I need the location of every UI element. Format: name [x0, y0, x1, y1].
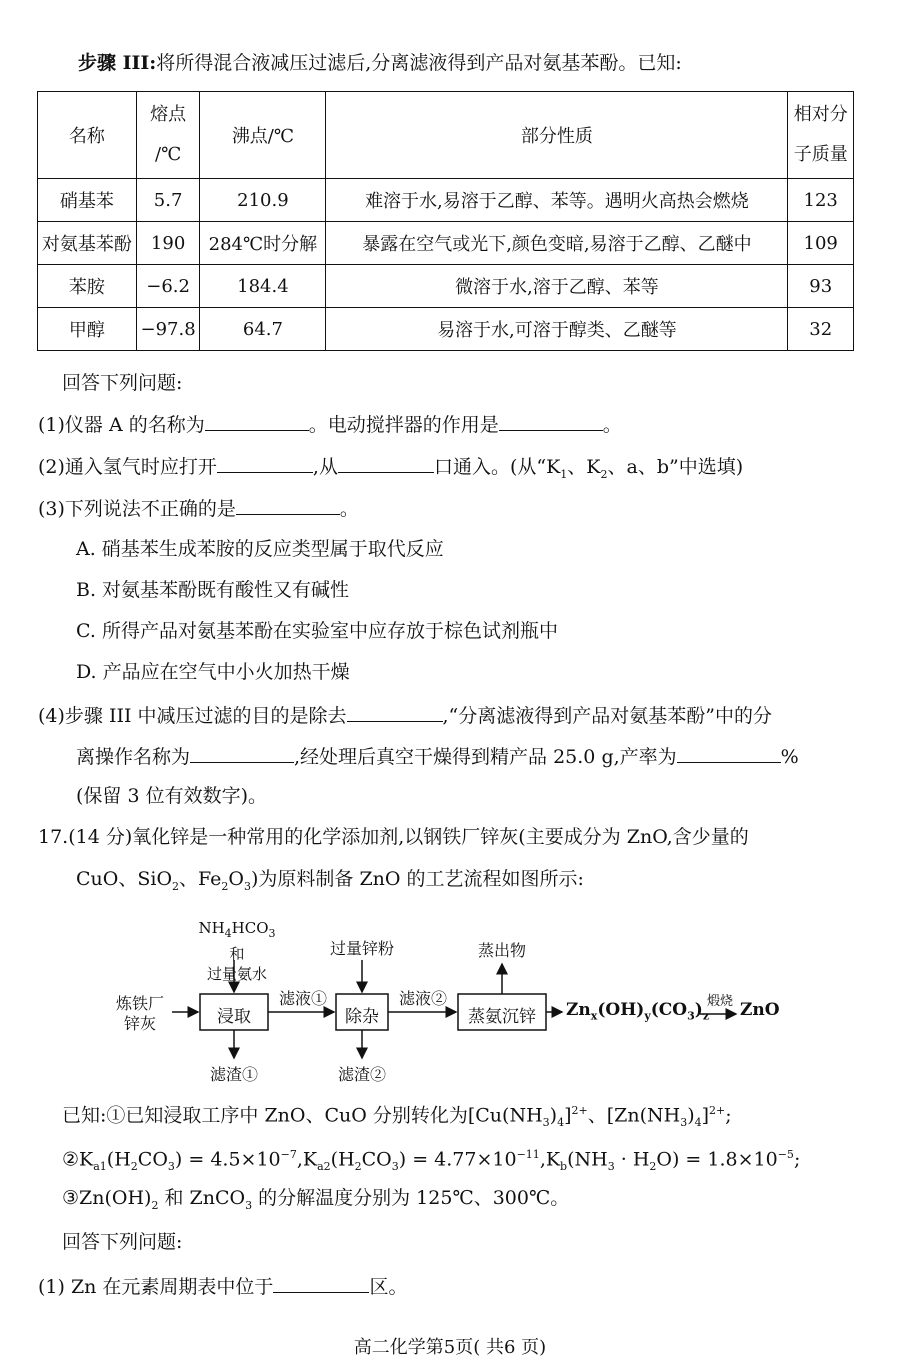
reagent-1: $NH_4HCO_3$和 过量氨水 — [198, 919, 276, 983]
option-d: D. 产品应在空气中小火加热干燥 — [76, 661, 350, 683]
step3-text: 将所得混合液减压过滤后,分离滤液得到产品对氨基苯酚。已知: — [156, 52, 682, 74]
question-17-line1: 17.(14 分)氧化锌是一种常用的化学添加剂,以钢铁厂锌灰(主要成分为 ZnO,含少量的 — [38, 826, 749, 848]
cell-name: 硝基苯 — [38, 179, 137, 222]
box-leach-label: 浸取 — [217, 1007, 251, 1027]
question-1: (1)仪器 A 的名称为 。电动搅拌器的作用是 。 — [38, 410, 622, 438]
cell-prop: 难溶于水,易溶于乙醇、苯等。遇明火高热会燃烧 — [326, 179, 788, 222]
option-c: C. 所得产品对氨基苯酚在实验室中应存放于棕色试剂瓶中 — [76, 620, 558, 642]
page-footer: 高二化学第5页( 共6 页) — [353, 1337, 547, 1358]
question-4-line1: (4)步骤 III 中减压过滤的目的是除去 ,“分离滤液得到产品对氨基苯酚”中的分 — [38, 701, 772, 729]
known-1: 已知:①已知浸取工序中 ZnO、CuO 分别转化为$[Cu(NH_3)_4]^{2+}$、$[Zn(NH_3)_4]^{2+}$; — [62, 1104, 732, 1130]
answer-blank[interactable] — [499, 410, 603, 431]
cell-bp: 284℃时分解 — [200, 222, 326, 265]
header-mw: 相对分 子质量 — [788, 92, 854, 179]
filtrate1-label: 滤液① — [278, 989, 327, 1008]
answer-blank[interactable] — [217, 452, 313, 473]
question-4-line2: 离操作名称为 ,经处理后真空干燥得到精产品 25.0 g,产率为 % — [76, 742, 799, 770]
answer-blank[interactable] — [338, 452, 434, 473]
intermediate-product: $Zn_x(OH)_y(CO_3)_z$ — [566, 1000, 710, 1023]
source-label: 炼铁厂 锌灰 — [115, 994, 164, 1033]
calcine-label: 煅烧 — [706, 994, 733, 1009]
known-3: $③Zn(OH)_2$ 和 ZnCO$_3$ 的分解温度分别为 125℃、300℃。 — [62, 1187, 570, 1212]
cell-prop: 暴露在空气或光下,颜色变暗,易溶于乙醇、乙醚中 — [326, 222, 788, 265]
table-row — [38, 308, 854, 351]
cell-name: 对氨基苯酚 — [38, 222, 137, 265]
cell-mp: 5.7 — [136, 179, 200, 222]
cell-name: 甲醇 — [38, 308, 137, 351]
question-2: (2)通入氢气时应打开 ,从 口通入。(从“$K_1$、$K_2$、a、b”中选填) — [38, 452, 743, 488]
cell-mw: 109 — [788, 222, 854, 265]
question-4-line3: (保留 3 位有效数字)。 — [76, 785, 267, 807]
answer-prompt-2: 回答下列问题: — [62, 1231, 183, 1253]
header-mp: 熔点 /℃ — [136, 92, 200, 179]
cell-prop: 微溶于水,溶于乙醇、苯等 — [326, 265, 788, 308]
answer-blank[interactable] — [236, 494, 340, 515]
cell-mw: 123 — [788, 179, 854, 222]
answer-blank[interactable] — [677, 742, 781, 763]
cell-prop: 易溶于水,可溶于醇类、乙醚等 — [326, 308, 788, 351]
question-17-line2: CuO、SiO$_2$、$Fe_2O_3$)为原料制备 ZnO 的工艺流程如图所示: — [76, 868, 584, 893]
question-3: (3)下列说法不正确的是 。 — [38, 494, 359, 522]
answer-prompt-1: 回答下列问题: — [62, 372, 183, 394]
cell-bp: 210.9 — [200, 179, 326, 222]
cell-bp: 184.4 — [200, 265, 326, 308]
answer-blank[interactable] — [205, 410, 309, 431]
residue2-label: 滤渣② — [337, 1065, 386, 1084]
box-deammonia-label: 蒸氨沉锌 — [468, 1007, 536, 1027]
step3-line — [78, 50, 682, 76]
table-header-row — [38, 92, 854, 179]
table-row — [38, 179, 854, 222]
option-a: A. 硝基苯生成苯胺的反应类型属于取代反应 — [76, 538, 444, 560]
vapor-label: 蒸出物 — [477, 941, 526, 960]
cell-mp: 190 — [136, 222, 200, 265]
cell-bp: 64.7 — [200, 308, 326, 351]
header-bp: 沸点/℃ — [200, 92, 326, 179]
final-product: ZnO — [740, 1000, 780, 1020]
header-prop: 部分性质 — [326, 92, 788, 179]
step3-label: 步骤 III: — [78, 52, 157, 74]
reagent-2: 过量锌粉 — [329, 939, 394, 958]
cell-mp: −97.8 — [136, 308, 200, 351]
cell-mw: 93 — [788, 265, 854, 308]
option-b: B. 对氨基苯酚既有酸性又有碱性 — [76, 579, 350, 601]
filtrate2-label: 滤液② — [398, 989, 447, 1008]
answer-blank[interactable] — [190, 742, 294, 763]
cell-name: 苯胺 — [38, 265, 137, 308]
table-row — [38, 265, 854, 308]
cell-mp: −6.2 — [136, 265, 200, 308]
box-purify-label: 除杂 — [345, 1007, 379, 1027]
residue1-label: 滤渣① — [209, 1065, 258, 1084]
cell-mw: 32 — [788, 308, 854, 351]
question-17-1: (1) Zn 在元素周期表中位于 区。 — [38, 1272, 407, 1300]
properties-table — [37, 91, 854, 351]
header-name: 名称 — [38, 92, 137, 179]
answer-blank[interactable] — [273, 1272, 369, 1293]
table-row — [38, 222, 854, 265]
known-2: $②K_{a1}(H_2CO_3) = 4.5\times 10^{-7},K_{a2}(H_2CO_3) = 4.77\times 10^{-11},K_b(NH_3 \cdot H_2O) = 1.8\times 10^{-5}$; — [62, 1148, 801, 1174]
answer-blank[interactable] — [347, 701, 443, 722]
